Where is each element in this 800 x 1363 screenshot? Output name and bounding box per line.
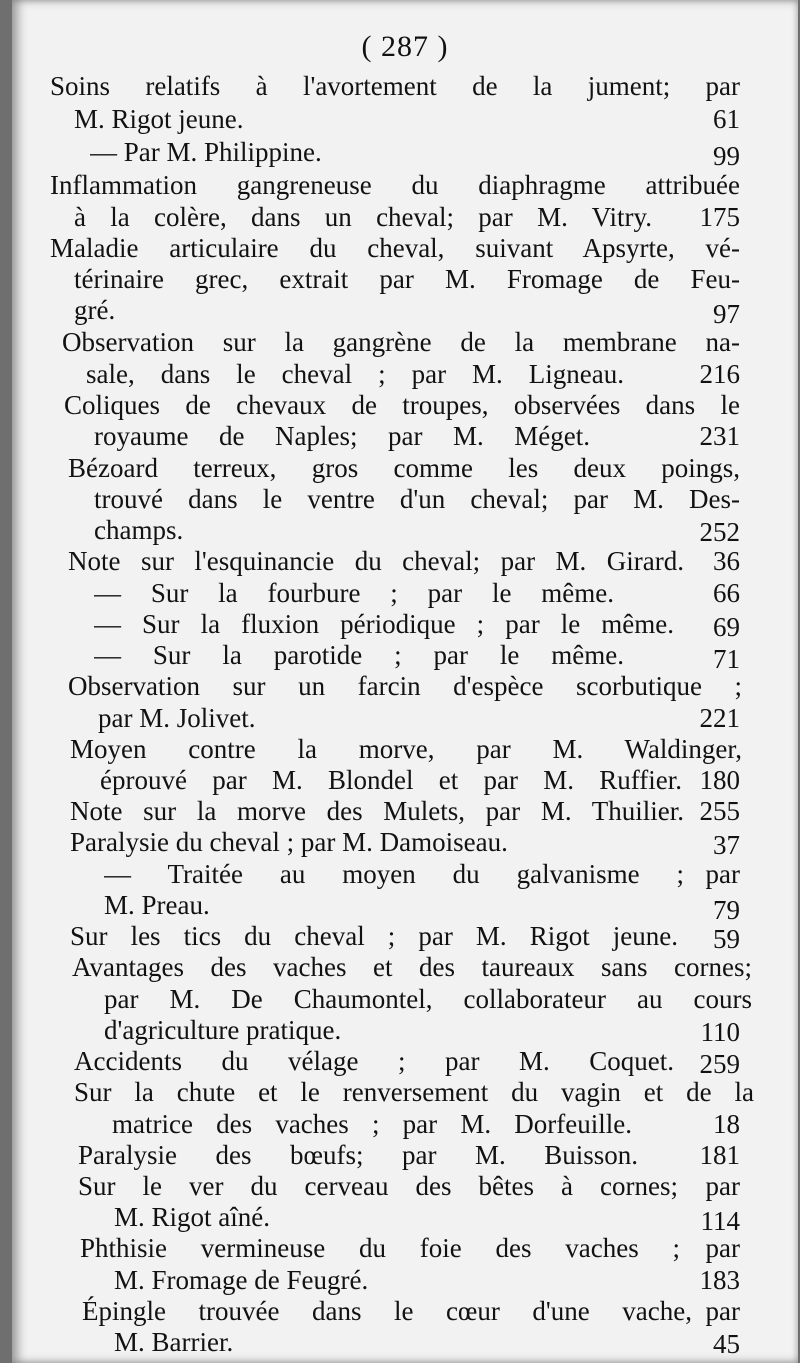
toc-line: — Traitée au moyen du galvanisme ;	[104, 859, 684, 889]
toc-line: par M. De Chaumontel, collaborateur au cours	[104, 984, 752, 1014]
toc-line: Observation sur un farcin d'espèce scorbutique ;	[68, 671, 742, 701]
page-ref: 97	[713, 299, 740, 329]
toc-line: trouvé dans le ventre d'un cheval; par M. Des-	[94, 484, 740, 514]
toc-line: Épingle trouvée dans le cœur d'une vache,	[82, 1296, 692, 1326]
toc-line: M. Preau.	[104, 890, 210, 920]
page-ref: 259	[699, 1049, 740, 1079]
toc-line: royaume de Naples; par M. Méget.	[94, 421, 590, 451]
page-ref: 59	[713, 924, 740, 954]
page-ref: 66	[713, 578, 740, 608]
toc-line: M. Fromage de Feugré.	[114, 1265, 369, 1295]
toc-line: Maladie articulaire du cheval, suivant Apsyrte, vé-	[50, 233, 740, 263]
toc-line: gré.	[74, 295, 116, 325]
toc-line: Avantages des vaches et des taureaux sans cornes;	[72, 952, 752, 982]
page-ref: 99	[713, 141, 740, 171]
toc-line: Sur la chute et le renversement du vagin et de la	[74, 1077, 754, 1107]
page-ref: 181	[699, 1140, 740, 1170]
page-ref: par	[705, 1296, 740, 1326]
page-ref: 180	[699, 765, 740, 795]
toc-line: M. Rigot jeune.	[74, 104, 244, 134]
toc-line: Sur les tics du cheval ; par M. Rigot jeune.	[70, 921, 678, 951]
page-ref: 231	[699, 421, 740, 451]
toc-line: Inflammation gangreneuse du diaphragme attribuée	[50, 170, 740, 200]
page-ref: par	[705, 1171, 740, 1201]
page-ref: par	[705, 1233, 740, 1263]
page-ref: 252	[699, 517, 740, 547]
toc-line: Accidents du vélage ; par M. Coquet.	[74, 1046, 674, 1076]
page-ref: 114	[700, 1206, 740, 1236]
toc-line: — Sur la fluxion périodique ; par le même.	[94, 609, 674, 639]
page-ref: 216	[699, 359, 740, 389]
toc-line: champs.	[94, 515, 184, 545]
book-page	[12, 0, 798, 1363]
page-ref: par	[705, 859, 740, 889]
toc-line: térinaire grec, extrait par M. Fromage de Feu-	[74, 264, 740, 294]
page-ref: 183	[699, 1265, 740, 1295]
toc-line: Coliques de chevaux de troupes, observées dans le	[64, 390, 740, 420]
page-ref: 45	[713, 1329, 740, 1359]
toc-line: Soins relatifs à l'avortement de la jument; par	[50, 71, 740, 101]
page-ref: 110	[700, 1017, 740, 1047]
toc-line: Moyen contre la morve, par M. Waldinger,	[70, 734, 742, 764]
toc-line: Paralysie du cheval ; par M. Damoiseau.	[70, 827, 508, 857]
toc-line: par M. Jolivet.	[98, 703, 256, 733]
page-ref: 69	[713, 612, 740, 642]
toc-line: M. Rigot aîné.	[114, 1202, 270, 1232]
page-ref: 79	[713, 895, 740, 925]
toc-line: Paralysie des bœufs; par M. Buisson.	[78, 1140, 638, 1170]
toc-line: éprouvé par M. Blondel et par M. Ruffier.	[100, 765, 682, 795]
page-ref: 37	[713, 830, 740, 860]
page-number: ( 287 )	[361, 30, 449, 63]
page-ref: 36	[713, 546, 740, 576]
toc-line: sale, dans le cheval ; par M. Ligneau.	[86, 359, 624, 389]
toc-line: — Sur la parotide ; par le même.	[94, 640, 624, 670]
toc-line: Phthisie vermineuse du foie des vaches ;	[80, 1233, 680, 1263]
toc-line: Sur le ver du cerveau des bêtes à cornes;	[78, 1171, 678, 1201]
toc-line: M. Barrier.	[114, 1327, 234, 1357]
toc-line: matrice des vaches ; par M. Dorfeuille.	[112, 1109, 632, 1139]
page-ref: 255	[699, 796, 740, 826]
toc-line: Note sur la morve des Mulets, par M. Thuilier.	[70, 796, 684, 826]
toc-line: — Sur la fourbure ; par le même.	[94, 578, 614, 608]
toc-line: d'agriculture pratique.	[104, 1015, 342, 1045]
page-ref: 18	[713, 1109, 740, 1139]
page-ref: 61	[713, 104, 740, 134]
page-ref: 221	[699, 703, 740, 733]
toc-line: Observation sur la gangrène de la membrane na-	[62, 327, 740, 357]
toc-line: à la colère, dans un cheval; par M. Vitry.	[74, 202, 652, 232]
toc-line: Bézoard terreux, gros comme les deux poings,	[68, 453, 740, 483]
page-ref: 71	[713, 644, 740, 674]
toc-line: — Par M. Philippine.	[90, 137, 322, 167]
toc-line: Note sur l'esquinancie du cheval; par M. Girard.	[68, 546, 684, 576]
page-ref: 175	[699, 202, 740, 232]
